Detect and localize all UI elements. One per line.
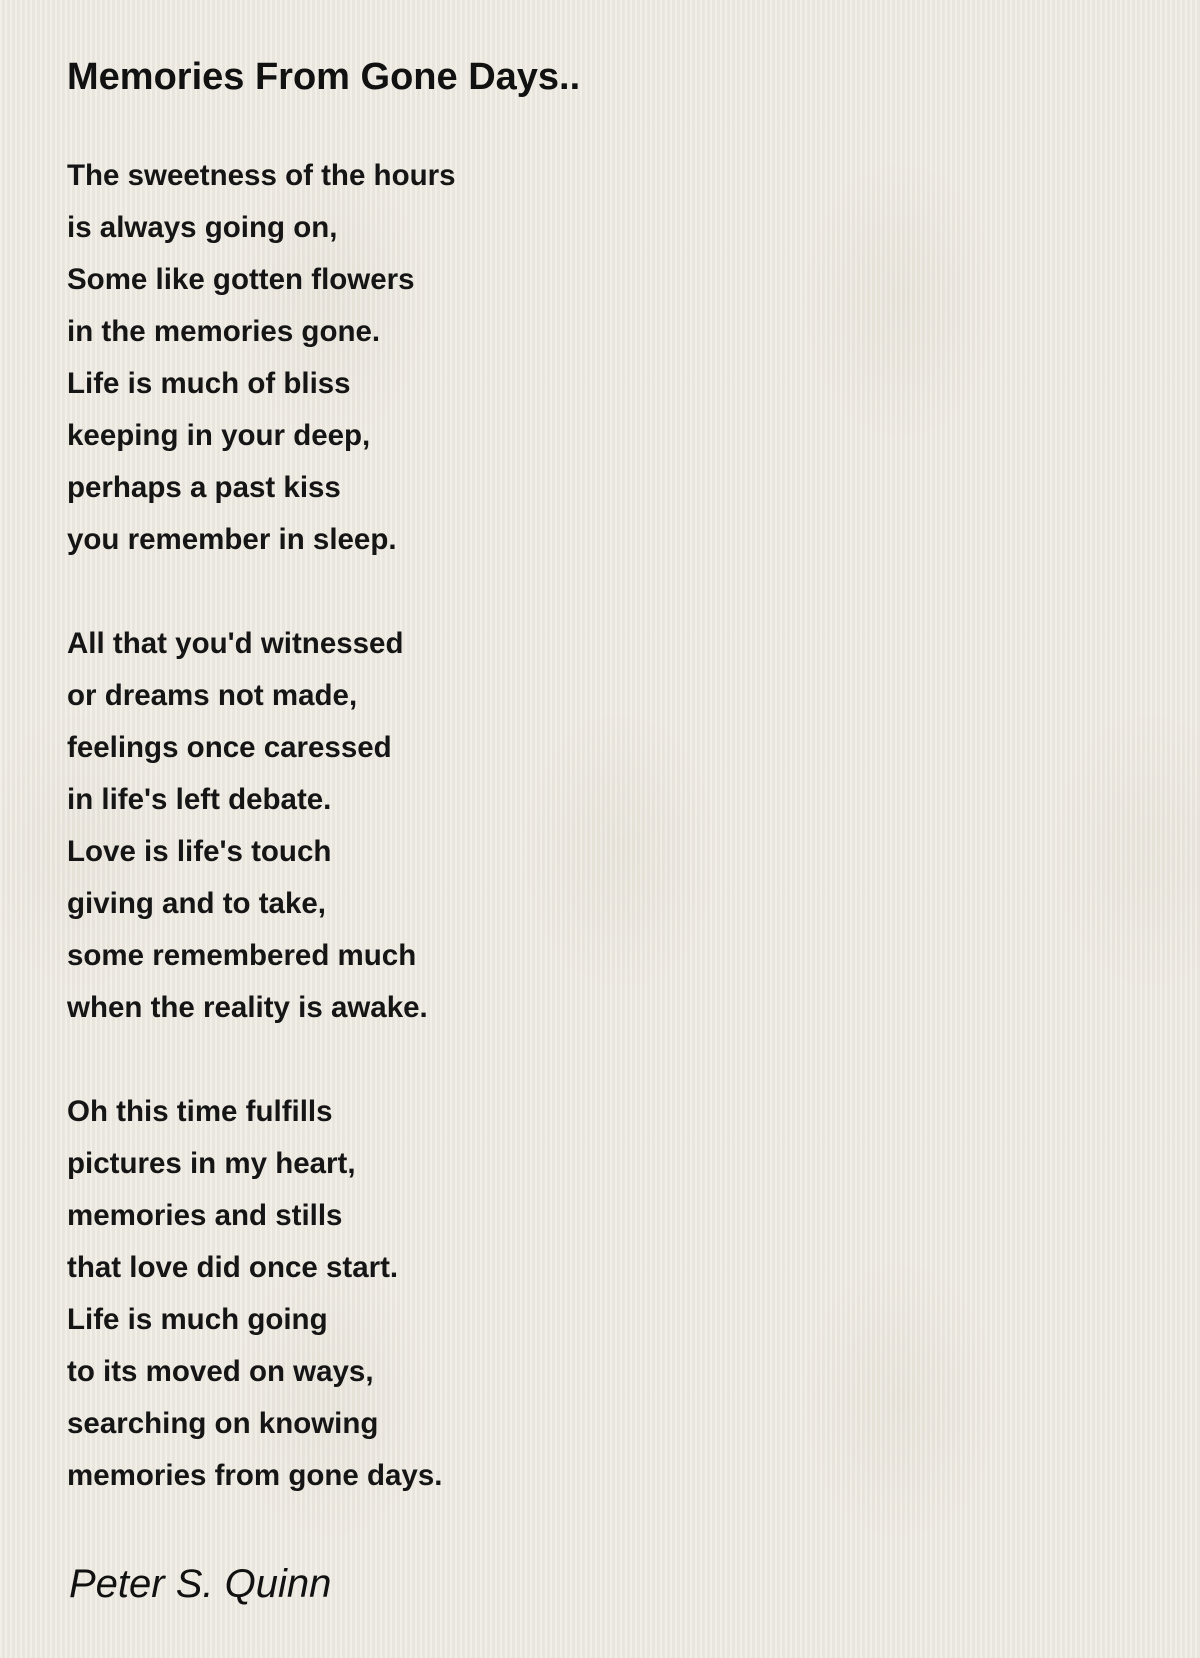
poem-line: when the reality is awake. xyxy=(67,991,428,1024)
poem-line: searching on knowing xyxy=(67,1407,379,1440)
poem-line: Life is much going xyxy=(67,1303,328,1336)
poem-line: Life is much of bliss xyxy=(67,367,351,400)
poem-line: some remembered much xyxy=(67,939,417,972)
poem-line: pictures in my heart, xyxy=(67,1147,356,1180)
poem-line: All that you'd witnessed xyxy=(67,627,404,660)
poem-line: Some like gotten flowers xyxy=(67,263,415,296)
poem-line: Oh this time fulfills xyxy=(67,1095,333,1128)
poem-line: keeping in your deep, xyxy=(67,419,371,452)
poem-line: you remember in sleep. xyxy=(67,523,397,556)
poem-title: Memories From Gone Days.. xyxy=(67,56,581,98)
poem-line: is always going on, xyxy=(67,211,338,244)
poem-line: memories from gone days. xyxy=(67,1459,443,1492)
poem-line: in life's left debate. xyxy=(67,783,332,816)
poem-line: to its moved on ways, xyxy=(67,1355,374,1388)
poem-line: memories and stills xyxy=(67,1199,343,1232)
poem-line: that love did once start. xyxy=(67,1251,399,1284)
stanza-3 xyxy=(67,1086,456,1502)
stanza-2 xyxy=(67,618,456,1034)
poem-line: Love is life's touch xyxy=(67,835,332,868)
poem-line: perhaps a past kiss xyxy=(67,471,341,504)
poem-body xyxy=(67,150,456,1554)
poem-author: Peter S. Quinn xyxy=(69,1562,332,1606)
stanza-1 xyxy=(67,150,456,566)
poem-line: giving and to take, xyxy=(67,887,326,920)
poem-line: in the memories gone. xyxy=(67,315,381,348)
poem-line: feelings once caressed xyxy=(67,731,392,764)
poem-line: or dreams not made, xyxy=(67,679,358,712)
poem-line: The sweetness of the hours xyxy=(67,159,456,192)
